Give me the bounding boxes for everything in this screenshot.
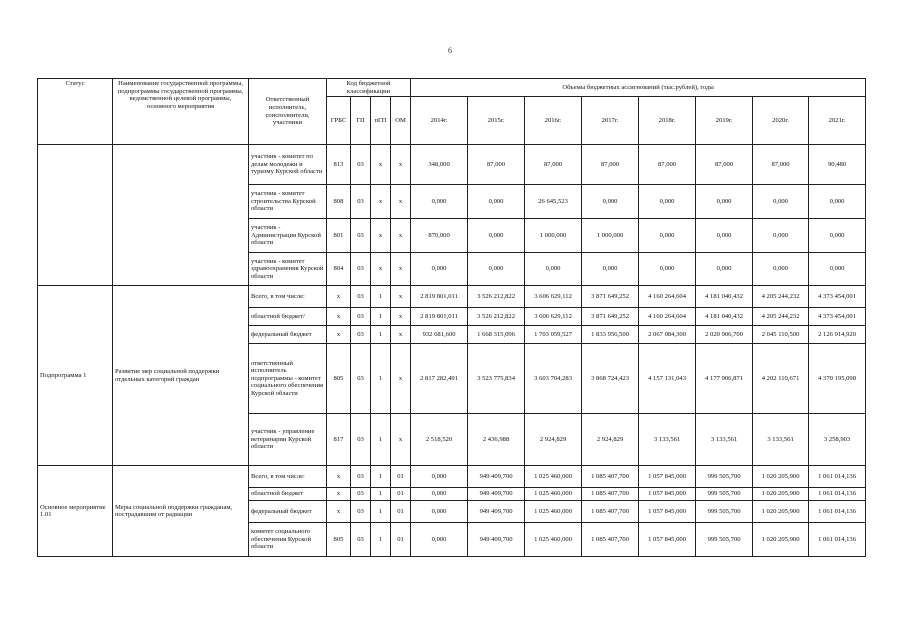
gp-code-cell: 03	[351, 523, 371, 557]
amount-cell: 1 000,000	[525, 219, 582, 253]
amount-cell: 932 681,600	[411, 326, 468, 344]
amount-cell: 1 057 845,000	[639, 501, 696, 523]
amount-cell: 1 061 014,136	[809, 488, 866, 501]
om-code-cell: 01	[391, 501, 411, 523]
amount-cell: 3 606 629,112	[525, 286, 582, 308]
om-code-cell: 01	[391, 488, 411, 501]
amount-cell: 1 020 205,900	[753, 488, 809, 501]
grbs-code-cell: х	[327, 501, 351, 523]
pgp-code-cell: 1	[371, 523, 391, 557]
amount-cell: 0,000	[639, 219, 696, 253]
amount-cell: 3 871 649,252	[582, 308, 639, 326]
amount-cell: 999 505,700	[696, 523, 753, 557]
gp-code-cell: 03	[351, 185, 371, 219]
participant-cell: областной бюджет	[249, 488, 327, 501]
amount-cell: 2 819 801,011	[411, 286, 468, 308]
amount-cell: 1 000,000	[582, 219, 639, 253]
om-code-cell: х	[391, 185, 411, 219]
participant-cell: областной бюджет/	[249, 308, 327, 326]
page-number: 6	[448, 46, 452, 55]
amount-cell: 4 205 244,232	[753, 286, 809, 308]
amount-cell: 4 160 264,604	[639, 286, 696, 308]
amount-cell: 2 924,829	[525, 414, 582, 466]
amount-cell: 2 020 906,700	[696, 326, 753, 344]
amount-cell: 3 133,561	[639, 414, 696, 466]
gp-code-cell: 03	[351, 286, 371, 308]
grbs-code-cell: х	[327, 466, 351, 488]
grbs-code-cell: 804	[327, 253, 351, 286]
amount-cell: 999 505,700	[696, 501, 753, 523]
amount-cell: 1 061 014,136	[809, 466, 866, 488]
amount-cell: 3 868 724,423	[582, 344, 639, 414]
amount-cell: 1 703 059,527	[525, 326, 582, 344]
amount-cell: 949 409,700	[468, 466, 525, 488]
pgp-code-cell: 1	[371, 501, 391, 523]
amount-cell: 4 181 040,432	[696, 286, 753, 308]
amount-cell: 3 133,561	[753, 414, 809, 466]
amount-cell: 2 518,520	[411, 414, 468, 466]
amount-cell: 0,000	[696, 253, 753, 286]
budget-allocations-table	[37, 78, 866, 557]
grbs-code-cell: х	[327, 286, 351, 308]
gp-code-cell: 03	[351, 344, 371, 414]
amount-cell: 3 603 704,283	[525, 344, 582, 414]
amount-cell: 4 202 110,671	[753, 344, 809, 414]
participant-cell: ответственный исполнитель подпрограммы - комитет социального обеспечения Курской области	[249, 344, 327, 414]
participant-cell: участник - управление ветеринарии Курской области	[249, 414, 327, 466]
amount-cell: 3 606 629,112	[525, 308, 582, 326]
amount-cell: 0,000	[411, 488, 468, 501]
om-code-cell: х	[391, 326, 411, 344]
amount-cell: 1 085 407,700	[582, 466, 639, 488]
amount-cell: 0,000	[809, 219, 866, 253]
gp-code-cell: 03	[351, 501, 371, 523]
amount-cell: 1 025 460,000	[525, 488, 582, 501]
pgp-code-cell: 1	[371, 308, 391, 326]
om-code-cell: х	[391, 286, 411, 308]
amount-cell: 0,000	[468, 185, 525, 219]
header-budget-code: Код бюджетной классификации	[327, 79, 411, 97]
grbs-code-cell: 813	[327, 145, 351, 185]
amount-cell: 0,000	[696, 219, 753, 253]
amount-cell: 0,000	[696, 185, 753, 219]
amount-cell: 0,000	[468, 219, 525, 253]
amount-cell: 1 020 205,900	[753, 501, 809, 523]
grbs-code-cell: х	[327, 488, 351, 501]
program-name-cell	[113, 145, 249, 286]
participant-cell: Всего, в том числе:	[249, 286, 327, 308]
header-year: 2020г.	[753, 97, 809, 145]
gp-code-cell: 03	[351, 414, 371, 466]
participant-cell: участник - комитет строительства Курской области	[249, 185, 327, 219]
amount-cell: 87,000	[468, 145, 525, 185]
amount-cell: 1 025 460,000	[525, 466, 582, 488]
gp-code-cell: 03	[351, 308, 371, 326]
om-code-cell: 01	[391, 466, 411, 488]
participant-cell: федеральный бюджет	[249, 501, 327, 523]
amount-cell: 1 057 845,000	[639, 488, 696, 501]
header-responsible: Ответственный исполнитель, соисполнители, участники	[249, 79, 327, 145]
amount-cell: 3 871 649,252	[582, 286, 639, 308]
amount-cell: 1 668 315,096	[468, 326, 525, 344]
amount-cell: 4 373 454,001	[809, 308, 866, 326]
grbs-code-cell: 805	[327, 344, 351, 414]
participant-cell: федеральный бюджет	[249, 326, 327, 344]
om-code-cell: х	[391, 219, 411, 253]
amount-cell: 3 133,561	[696, 414, 753, 466]
amount-cell: 0,000	[753, 253, 809, 286]
header-name: Наименование государственной программы, подпрограммы государственной программы, ведомственной целевой программы, основного мероприятия	[113, 79, 249, 145]
table-row	[38, 286, 866, 308]
pgp-code-cell: 1	[371, 466, 391, 488]
amount-cell: 1 061 014,136	[809, 523, 866, 557]
amount-cell: 4 205 244,232	[753, 308, 809, 326]
amount-cell: 2 924,829	[582, 414, 639, 466]
pgp-code-cell: х	[371, 219, 391, 253]
amount-cell: 4 160 264,604	[639, 308, 696, 326]
amount-cell: 4 373 454,001	[809, 286, 866, 308]
amount-cell: 999 505,700	[696, 488, 753, 501]
participant-cell: участник - комитет здравоохранения Курской области	[249, 253, 327, 286]
amount-cell: 2 067 084,300	[639, 326, 696, 344]
amount-cell: 0,000	[468, 253, 525, 286]
amount-cell: 0,000	[525, 253, 582, 286]
table-header	[38, 79, 866, 145]
budget-table-container	[37, 78, 865, 557]
header-year: 2019г.	[696, 97, 753, 145]
amount-cell: 0,000	[639, 185, 696, 219]
amount-cell: 1 020 205,900	[753, 523, 809, 557]
amount-cell: 1 020 205,900	[753, 466, 809, 488]
amount-cell: 3 526 212,822	[468, 286, 525, 308]
pgp-code-cell: 1	[371, 414, 391, 466]
header-year: 2016г.	[525, 97, 582, 145]
amount-cell: 0,000	[582, 253, 639, 286]
pgp-code-cell: 1	[371, 286, 391, 308]
grbs-code-cell: х	[327, 308, 351, 326]
om-code-cell: х	[391, 253, 411, 286]
grbs-code-cell: 808	[327, 185, 351, 219]
amount-cell: 2 126 914,920	[809, 326, 866, 344]
amount-cell: 1 085 407,700	[582, 501, 639, 523]
amount-cell: 87,000	[753, 145, 809, 185]
amount-cell: 949 409,700	[468, 523, 525, 557]
amount-cell: 1 057 845,000	[639, 523, 696, 557]
header-pgp: пГП	[371, 97, 391, 145]
amount-cell: 1 061 014,136	[809, 501, 866, 523]
pgp-code-cell: х	[371, 145, 391, 185]
amount-cell: 2 436,988	[468, 414, 525, 466]
table-row	[38, 466, 866, 488]
grbs-code-cell: 805	[327, 523, 351, 557]
amount-cell: 3 258,903	[809, 414, 866, 466]
table-row	[38, 145, 866, 185]
participant-cell: Всего, в том числе:	[249, 466, 327, 488]
table-body	[38, 145, 866, 557]
header-om: ОМ	[391, 97, 411, 145]
amount-cell: 0,000	[809, 253, 866, 286]
header-gp: ГП	[351, 97, 371, 145]
grbs-code-cell: 817	[327, 414, 351, 466]
amount-cell: 999 505,700	[696, 466, 753, 488]
gp-code-cell: 03	[351, 145, 371, 185]
amount-cell: 0,000	[639, 253, 696, 286]
amount-cell: 870,000	[411, 219, 468, 253]
pgp-code-cell: 1	[371, 488, 391, 501]
amount-cell: 87,000	[696, 145, 753, 185]
grbs-code-cell: 801	[327, 219, 351, 253]
om-code-cell: х	[391, 344, 411, 414]
amount-cell: 1 057 845,000	[639, 466, 696, 488]
amount-cell: 4 157 131,043	[639, 344, 696, 414]
header-year: 2017г.	[582, 97, 639, 145]
gp-code-cell: 03	[351, 488, 371, 501]
participant-cell: комитет социального обеспечения Курской области	[249, 523, 327, 557]
amount-cell: 0,000	[753, 185, 809, 219]
header-status: Статус	[38, 79, 113, 145]
om-code-cell: х	[391, 414, 411, 466]
pgp-code-cell: х	[371, 185, 391, 219]
pgp-code-cell: х	[371, 253, 391, 286]
amount-cell: 2 045 110,500	[753, 326, 809, 344]
amount-cell: 2 819 801,011	[411, 308, 468, 326]
amount-cell: 0,000	[753, 219, 809, 253]
amount-cell: 348,000	[411, 145, 468, 185]
gp-code-cell: 03	[351, 219, 371, 253]
amount-cell: 87,000	[582, 145, 639, 185]
participant-cell: участник - комитет по делам молодежи и туризму Курской области	[249, 145, 327, 185]
amount-cell: 1 085 407,700	[582, 523, 639, 557]
header-year: 2015г.	[468, 97, 525, 145]
amount-cell: 0,000	[809, 185, 866, 219]
amount-cell: 0,000	[411, 501, 468, 523]
header-year: 2018г.	[639, 97, 696, 145]
pgp-code-cell: 1	[371, 344, 391, 414]
status-cell	[38, 145, 113, 286]
amount-cell: 1 025 460,000	[525, 523, 582, 557]
status-cell: Основное мероприятие 1.01	[38, 466, 113, 557]
status-cell: Подпрограмма 1	[38, 286, 113, 466]
amount-cell: 26 645,523	[525, 185, 582, 219]
header-year: 2014г.	[411, 97, 468, 145]
pgp-code-cell: 1	[371, 326, 391, 344]
amount-cell: 0,000	[411, 466, 468, 488]
program-name-cell: Меры социальной поддержки гражданам, пострадавшим от радиации	[113, 466, 249, 557]
amount-cell: 4 181 040,432	[696, 308, 753, 326]
amount-cell: 4 370 195,098	[809, 344, 866, 414]
amount-cell: 949 409,700	[468, 488, 525, 501]
amount-cell: 0,000	[582, 185, 639, 219]
header-grbs: ГРБС	[327, 97, 351, 145]
amount-cell: 1 085 407,700	[582, 488, 639, 501]
gp-code-cell: 03	[351, 466, 371, 488]
amount-cell: 0,000	[411, 185, 468, 219]
gp-code-cell: 03	[351, 326, 371, 344]
om-code-cell: х	[391, 308, 411, 326]
amount-cell: 0,000	[411, 253, 468, 286]
amount-cell: 90,480	[809, 145, 866, 185]
header-year: 2021г.	[809, 97, 866, 145]
amount-cell: 4 177 906,871	[696, 344, 753, 414]
amount-cell: 0,000	[411, 523, 468, 557]
participant-cell: участник - Администрация Курской области	[249, 219, 327, 253]
gp-code-cell: 03	[351, 253, 371, 286]
amount-cell: 1 025 460,000	[525, 501, 582, 523]
amount-cell: 3 523 775,834	[468, 344, 525, 414]
grbs-code-cell: х	[327, 326, 351, 344]
program-name-cell: Развитие мер социальной поддержки отдельных категорий граждан	[113, 286, 249, 466]
amount-cell: 87,000	[639, 145, 696, 185]
amount-cell: 1 833 956,500	[582, 326, 639, 344]
amount-cell: 2 817 282,491	[411, 344, 468, 414]
header-amounts: Объемы бюджетных ассигнований (тыс.рублей), годы	[411, 79, 866, 97]
om-code-cell: 01	[391, 523, 411, 557]
amount-cell: 3 526 212,822	[468, 308, 525, 326]
amount-cell: 949 409,700	[468, 501, 525, 523]
amount-cell: 87,000	[525, 145, 582, 185]
om-code-cell: х	[391, 145, 411, 185]
